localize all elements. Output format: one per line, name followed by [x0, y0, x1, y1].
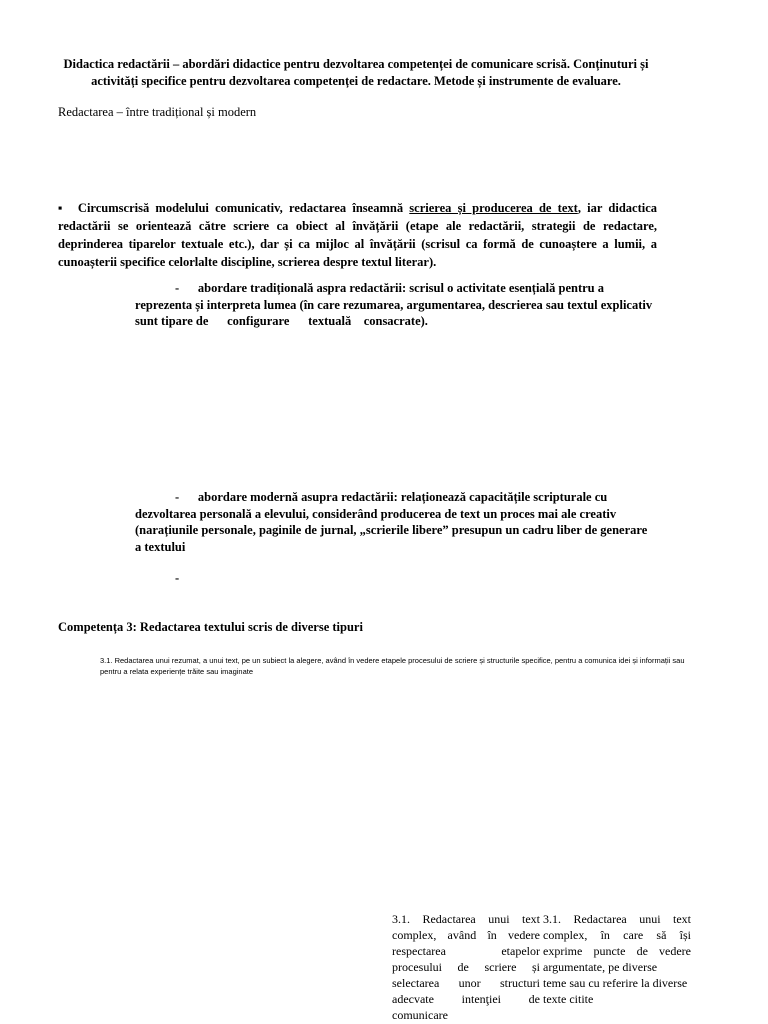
competence-small-note: 3.1. Redactarea unui rezumat, a unui text, pe un subiect la alegere, având în vedere etapele procesului de scriere și structurile specifice, pentru a comunica idei și informații sau pentru a relata experiențe trăite sau imaginate	[100, 656, 685, 676]
traditional-rest: reprezenta și interpreta lumea (în care rezumarea, argumentarea, descrierea sau textul explicativ sunt tipare de configurare textuală consacrate).	[135, 297, 656, 328]
underlined-phrase: scrierea și producerea de text	[409, 201, 578, 215]
section-subtitle: Redactarea – între tradițional și modern	[58, 105, 257, 119]
traditional-first-line: abordare tradițională aspra redactării: scrisul o activitate esențială pentru a	[197, 281, 605, 295]
table-cell-right	[543, 911, 691, 1007]
modern-approach-item	[135, 489, 655, 555]
modern-first-line: abordare modernă asupra redactării: relaționează capacitățile scripturale cu	[197, 490, 608, 504]
bullet-paragraph	[58, 199, 657, 271]
bullet-icon: ▪	[58, 201, 66, 215]
dash-marker: -	[175, 490, 180, 504]
table-cell-left: 3.1. Redactarea unui text complex, având în vedere respectarea etapelor procesului de scriere și selectarea unor structuri adecvate intenţiei de comunicare	[392, 912, 540, 1022]
right-cell-tail: teme sau cu referire la diverse texte citite	[543, 976, 688, 1006]
competence-heading: Competența 3: Redactarea textului scris de diverse tipuri	[58, 620, 363, 634]
bullet-text-before: Circumscrisă modelului comunicativ, redactarea înseamnă	[77, 201, 404, 215]
modern-rest: dezvoltarea personală a elevului, considerând producerea de text un proces mai ale creativ (narațiunile personale, paginile de jurnal, „scrierile libere” presupun un cadru liber de generare a textului	[135, 506, 648, 554]
bullet-text-after: , iar didactica redactării se orientează către scriere ca obiect al învățării (etape ale redactării, strategii de redactare, deprinderea tiparelor textuale etc.), dar și ca mijloc al învățării (scrisul ca formă de cunoaștere a lumii, a cunoașterii specifice celorlalte discipline, scrierea despre textul literar).	[58, 201, 657, 269]
traditional-approach-item	[135, 280, 655, 330]
dash-marker: -	[175, 281, 180, 295]
document-title: Didactica redactării – abordări didactice pentru dezvoltarea competenței de comunicare scrisă. Conținuturi și activități specifice pentru dezvoltarea competenței de redactare. Metode și instrumente de evaluare.	[63, 57, 649, 88]
right-cell-justified: 3.1. Redactarea unui text complex, în care să își exprime puncte de vedere argumentate, pe diverse	[543, 912, 691, 974]
empty-dash-marker: -	[175, 571, 180, 585]
